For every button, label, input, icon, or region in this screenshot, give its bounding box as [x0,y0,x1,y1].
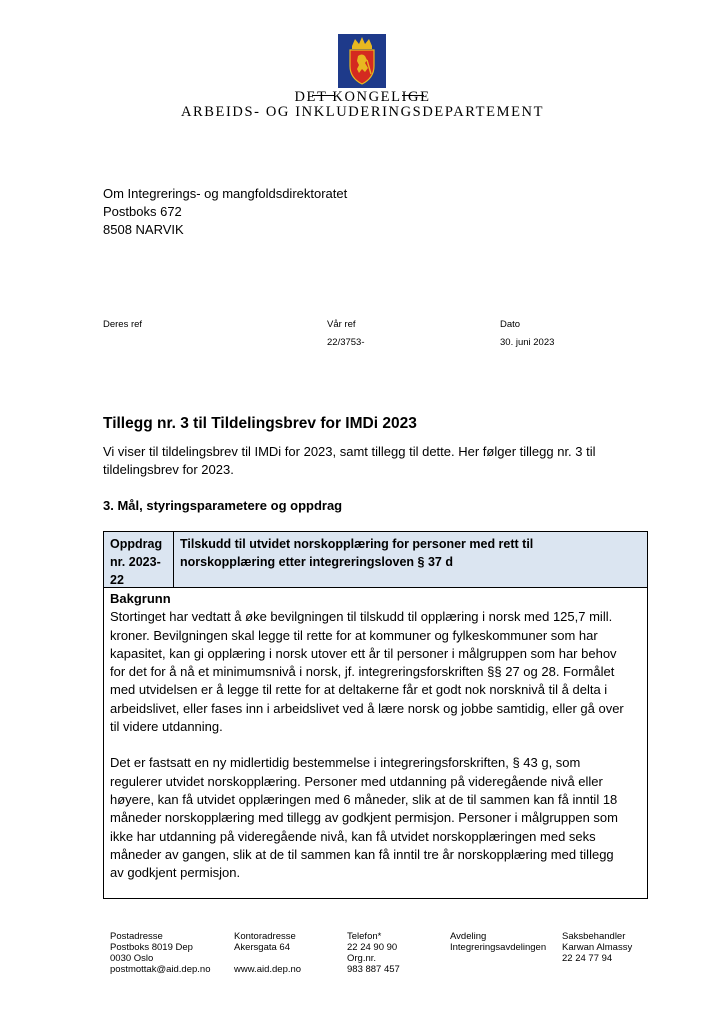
department-name-line1: DET KONGELIGE [294,89,431,105]
recipient-postbox: Postboks 672 [103,204,182,219]
footer-label: Avdeling [450,931,487,942]
footer-value: Akersgata 64 [234,942,290,953]
var-ref-value: 22/3753- [327,337,365,348]
assignment-id-line: Oppdrag [110,537,163,551]
footer-kontoradresse [234,931,301,975]
footer-spacer [234,953,301,964]
body-line: Det er fastsatt en ny midlertidig bestemmelse i integreringsforskriften, § 43 g, som [110,755,581,771]
footer-value: 22 24 90 90 [347,942,398,953]
body-line: måneder norskopplæring med tillegg av godkjent permisjon. Personer i målgruppen som [110,810,618,826]
body-line: kroner. Bevilgningen skal legge til rette for at kommuner og fylkeskommuner som har [110,627,598,643]
assignment-title-line: norskopplæring etter integreringsloven § 37 d [180,555,453,569]
document-title: Tillegg nr. 3 til Tildelingsbrev for IMDi 2023 [103,415,417,432]
footer-value: 983 887 457 [347,964,400,975]
footer-value: 0030 Oslo [110,953,154,964]
body-line: til videre utdanning. [110,719,223,735]
assignment-id-line: 22 [110,573,124,587]
assignment-id-line: nr. 2023- [110,555,161,569]
footer-label: Org.nr. [347,953,377,964]
footer-value: Integreringsavdelingen [450,942,547,953]
recipient-name: Om Integrerings- og mangfoldsdirektoratet [103,186,348,201]
body-line: Stortinget har vedtatt å øke bevilgningen til tilskudd til opplæring i norsk med 125,7 mill. [110,609,613,625]
body-line: for det for å nå et minimumsnivå i norsk, jf. integreringsforskriften §§ 27 og 28. Formålet [110,664,615,680]
footer-label: Saksbehandler [562,931,626,942]
body-line: måneder av gangen, slik at de til sammen kan få inntil tre år norskopplæring med tillegg [110,846,614,862]
footer-label: Postadresse [110,931,163,942]
body-line: arbeidslivet, eller fases inn i arbeidslivet ved å lære norsk og jobbe samtidig, eller gå over [110,700,624,716]
intro-line: Vi viser til tildelingsbrev til IMDi for 2023, samt tillegg til dette. Her følger tillegg nr. 3 til [103,444,596,459]
assignment-title-cell [174,532,647,588]
footer-avdeling [450,931,546,953]
intro-line: tildelingsbrev for 2023. [103,462,234,477]
body-line: av godkjent permisjon. [110,865,241,881]
var-ref-label: Vår ref [327,319,356,330]
body-line: høyere, kan få utvidet opplæringen med 6 måneder, slik at de til sammen kan få inntil 18 [110,791,618,807]
assignment-title-line: Tilskudd til utvidet norskopplæring for personer med rett til [180,537,534,551]
footer-email: postmottak@aid.dep.no [110,964,211,975]
body-line: ikke har utdanning på videregående nivå, kan få utvidet norskopplæringen med seks [110,828,596,844]
footer-saksbehandler [562,931,632,964]
footer-label: Telefon* [347,931,382,942]
deres-ref-label: Deres ref [103,319,143,330]
background-heading: Bakgrunn [110,591,171,606]
assignment-id-cell [104,532,174,588]
intro-text [103,443,633,479]
section-heading: 3. Mål, styringsparametere og oppdrag [103,498,343,513]
footer-value: Postboks 8019 Dep [110,942,193,953]
assignment-table [103,531,648,899]
paragraph-gap [110,736,641,754]
dato-label: Dato [500,319,521,330]
assignment-body-cell [104,588,647,898]
recipient-postal: 8508 NARVIK [103,222,184,237]
body-line: kapasitet, kan gi opplæring i norsk utover ett år til personer i målgruppen som har behov [110,645,617,661]
footer-telefon [347,931,400,975]
body-line: med utvidelsen er å legge til rette for at deltakerne får et godt nok norsknivå til å delta i [110,682,608,698]
footer-label: Kontoradresse [234,931,296,942]
dato-value: 30. juni 2023 [500,337,555,348]
footer-postadresse [110,931,210,975]
footer-website: www.aid.dep.no [234,964,302,975]
body-line: regulerer utvidet norskopplæring. Personer med utdanning på videregående nivå eller [110,773,603,789]
royal-coat-of-arms-icon [338,34,386,88]
department-name-line2: ARBEIDS- OG INKLUDERINGSDEPARTEMENT [180,104,545,120]
footer-value: Karwan Almassy [562,942,633,953]
footer-value: 22 24 77 94 [562,953,613,964]
